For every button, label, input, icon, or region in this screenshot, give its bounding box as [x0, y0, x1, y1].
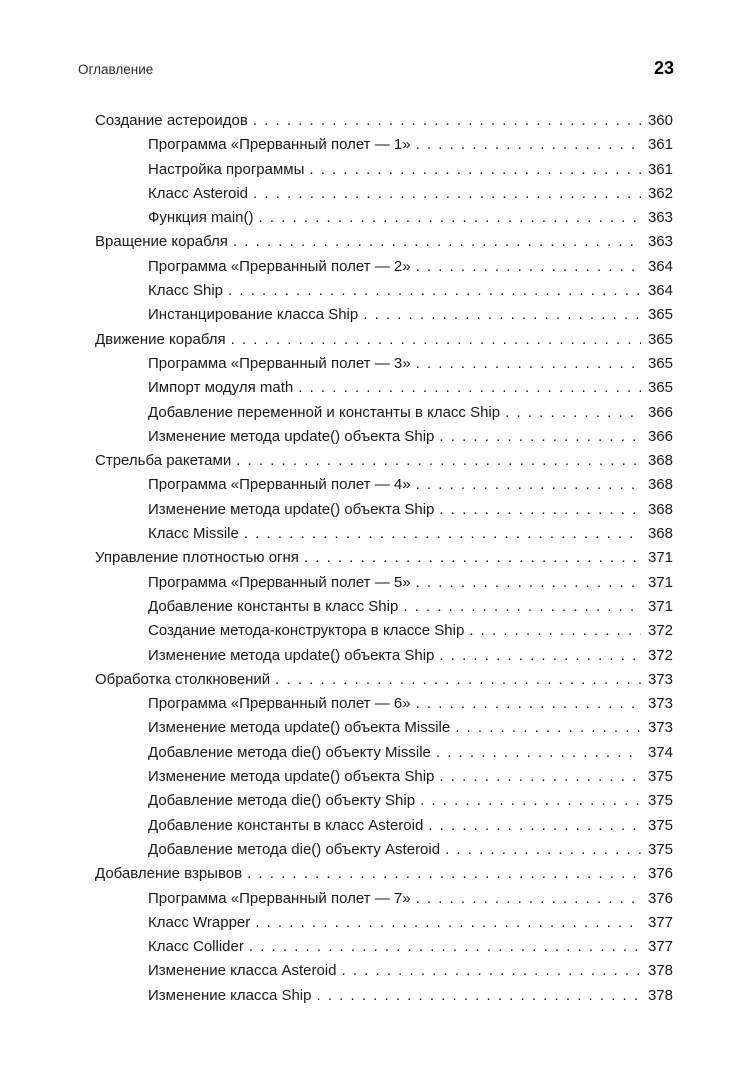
toc-entry-page: 377 — [647, 938, 673, 956]
toc-entry-page: 375 — [647, 840, 673, 858]
dot-leader — [341, 959, 641, 983]
dot-leader — [244, 522, 641, 546]
toc-entry-label: Класс Wrapper — [148, 913, 251, 931]
dot-leader — [445, 838, 641, 862]
toc-entry-label: Движение корабля — [95, 330, 226, 348]
toc-entry-label: Класс Missile — [148, 525, 239, 543]
dot-leader — [231, 328, 641, 352]
toc-entry — [95, 158, 673, 182]
toc-entry-page: 364 — [647, 257, 673, 275]
toc-entry — [95, 595, 673, 619]
toc-entry — [95, 984, 673, 1008]
toc-entry-page: 365 — [647, 379, 673, 397]
page-header — [0, 0, 750, 79]
toc-entry-page: 376 — [647, 889, 673, 907]
toc-entry — [95, 692, 673, 716]
dot-leader — [316, 984, 641, 1008]
toc-entry-page: 365 — [647, 354, 673, 372]
toc-entry-label: Изменение метода update() объекта Ship — [148, 500, 435, 518]
toc-entry-label: Изменение класса Ship — [148, 986, 312, 1004]
toc-entry — [95, 789, 673, 813]
toc-entry — [95, 255, 673, 279]
toc-entry-label: Создание метода-конструктора в классе Ship — [148, 622, 465, 640]
toc-entry — [95, 814, 673, 838]
dot-leader — [416, 887, 641, 911]
toc-entry-page: 363 — [647, 233, 673, 251]
toc-entry-page: 371 — [647, 597, 673, 615]
toc-entry — [95, 765, 673, 789]
toc-entry-label: Класс Collider — [148, 938, 244, 956]
toc-entry — [95, 498, 673, 522]
toc-entry-page: 372 — [647, 646, 673, 664]
toc-entry-page: 374 — [647, 743, 673, 761]
dot-leader — [233, 230, 641, 254]
toc-entry-label: Программа «Прерванный полет — 6» — [148, 695, 411, 713]
dot-leader — [309, 158, 641, 182]
toc-entry-page: 375 — [647, 768, 673, 786]
toc-entry — [95, 522, 673, 546]
toc-entry — [95, 644, 673, 668]
toc-entry-page: 378 — [647, 962, 673, 980]
toc-entry-label: Программа «Прерванный полет — 7» — [148, 889, 411, 907]
toc-entry — [95, 230, 673, 254]
toc-entry — [95, 133, 673, 157]
toc-entry-page: 368 — [647, 500, 673, 518]
dot-leader — [255, 911, 641, 935]
toc-entry-label: Добавление константы в класс Ship — [148, 597, 399, 615]
dot-leader — [416, 133, 641, 157]
toc-entry-page: 362 — [647, 184, 673, 202]
toc-entry-page: 368 — [647, 525, 673, 543]
toc-entry-page: 366 — [647, 403, 673, 421]
toc-entry — [95, 109, 673, 133]
toc-entry — [95, 279, 673, 303]
dot-leader — [416, 255, 641, 279]
toc-entry-label: Добавление переменной и константы в класс Ship — [148, 403, 501, 421]
dot-leader — [247, 862, 641, 886]
toc-entry-page: 363 — [647, 209, 673, 227]
toc-entry-label: Программа «Прерванный полет — 1» — [148, 136, 411, 154]
dot-leader — [403, 595, 641, 619]
dot-leader — [259, 206, 641, 230]
toc-entry — [95, 473, 673, 497]
toc-entry-label: Импорт модуля math — [148, 379, 294, 397]
toc-entry-label: Обработка столкновений — [95, 670, 271, 688]
toc-entry-label: Изменение метода update() объекта Ship — [148, 427, 435, 445]
dot-leader — [304, 546, 641, 570]
toc-entry — [95, 838, 673, 862]
toc-entry-page: 361 — [647, 160, 673, 178]
toc-entry-page: 373 — [647, 670, 673, 688]
toc-entry — [95, 716, 673, 740]
toc-entry-page: 364 — [647, 282, 673, 300]
toc-entry — [95, 206, 673, 230]
dot-leader — [439, 644, 641, 668]
toc-entry — [95, 911, 673, 935]
dot-leader — [249, 935, 641, 959]
toc-entry — [95, 182, 673, 206]
dot-leader — [275, 668, 641, 692]
toc-list — [0, 79, 750, 1008]
toc-entry — [95, 449, 673, 473]
dot-leader — [416, 692, 641, 716]
toc-entry-page: 373 — [647, 719, 673, 737]
toc-entry-label: Изменение метода update() объекта Ship — [148, 646, 435, 664]
dot-leader — [416, 571, 641, 595]
toc-entry-label: Настройка программы — [148, 160, 305, 178]
toc-entry-label: Класс Ship — [148, 282, 224, 300]
toc-entry-label: Управление плотностью огня — [95, 549, 299, 567]
toc-entry-label: Создание астероидов — [95, 112, 248, 129]
toc-entry — [95, 935, 673, 959]
toc-entry-label: Добавление метода die() объекту Asteroid — [148, 840, 441, 858]
toc-entry-label: Изменение метода update() объекта Missile — [148, 719, 451, 737]
toc-entry-label: Программа «Прерванный полет — 2» — [148, 257, 411, 275]
toc-entry-page: 371 — [647, 573, 673, 591]
toc-entry-page: 368 — [647, 476, 673, 494]
toc-entry-page: 375 — [647, 792, 673, 810]
toc-entry-label: Добавление метода die() объекту Missile — [148, 743, 431, 761]
toc-entry — [95, 328, 673, 352]
toc-entry-page: 372 — [647, 622, 673, 640]
dot-leader — [420, 789, 641, 813]
dot-leader — [416, 473, 641, 497]
toc-entry-page: 378 — [647, 986, 673, 1004]
toc-entry — [95, 546, 673, 570]
toc-entry — [95, 619, 673, 643]
toc-entry-page: 365 — [647, 306, 673, 324]
toc-entry-label: Изменение класса Asteroid — [148, 962, 337, 980]
toc-entry-label: Программа «Прерванный полет — 5» — [148, 573, 411, 591]
dot-leader — [436, 741, 641, 765]
toc-entry-page: 373 — [647, 695, 673, 713]
toc-entry-label: Изменение метода update() объекта Ship — [148, 768, 435, 786]
dot-leader — [253, 182, 641, 206]
toc-entry-label: Функция main() — [148, 209, 254, 227]
running-title: Оглавление — [78, 62, 154, 77]
dot-leader — [228, 279, 641, 303]
dot-leader — [455, 716, 641, 740]
dot-leader — [253, 109, 641, 133]
toc-entry-page: 375 — [647, 816, 673, 834]
toc-entry — [95, 425, 673, 449]
toc-entry-page: 368 — [647, 452, 673, 470]
dot-leader — [416, 352, 641, 376]
toc-entry-label: Программа «Прерванный полет — 4» — [148, 476, 411, 494]
dot-leader — [469, 619, 641, 643]
toc-entry — [95, 376, 673, 400]
toc-entry — [95, 887, 673, 911]
toc-entry — [95, 571, 673, 595]
dot-leader — [439, 498, 641, 522]
toc-entry — [95, 741, 673, 765]
dot-leader — [298, 376, 641, 400]
toc-entry-page: 360 — [647, 112, 673, 129]
toc-entry-page: 366 — [647, 427, 673, 445]
toc-entry-label: Класс Asteroid — [148, 184, 249, 202]
toc-entry — [95, 959, 673, 983]
toc-entry-page: 371 — [647, 549, 673, 567]
toc-entry-label: Добавление взрывов — [95, 865, 243, 883]
toc-entry — [95, 401, 673, 425]
toc-entry-label: Вращение корабля — [95, 233, 228, 251]
toc-entry-label: Добавление константы в класс Asteroid — [148, 816, 424, 834]
toc-entry-page: 361 — [647, 136, 673, 154]
toc-entry-label: Инстанцирование класса Ship — [148, 306, 359, 324]
toc-entry-page: 376 — [647, 865, 673, 883]
toc-entry-label: Добавление метода die() объекту Ship — [148, 792, 416, 810]
toc-entry — [95, 352, 673, 376]
dot-leader — [236, 449, 641, 473]
dot-leader — [363, 303, 641, 327]
toc-entry-page: 365 — [647, 330, 673, 348]
dot-leader — [439, 765, 641, 789]
toc-entry-label: Стрельба ракетами — [95, 452, 232, 470]
dot-leader — [439, 425, 641, 449]
toc-entry-page: 377 — [647, 913, 673, 931]
page-number: 23 — [653, 58, 674, 78]
toc-entry — [95, 668, 673, 692]
toc-entry — [95, 862, 673, 886]
dot-leader — [505, 401, 641, 425]
toc-entry — [95, 303, 673, 327]
toc-entry-label: Программа «Прерванный полет — 3» — [148, 354, 411, 372]
dot-leader — [428, 814, 641, 838]
